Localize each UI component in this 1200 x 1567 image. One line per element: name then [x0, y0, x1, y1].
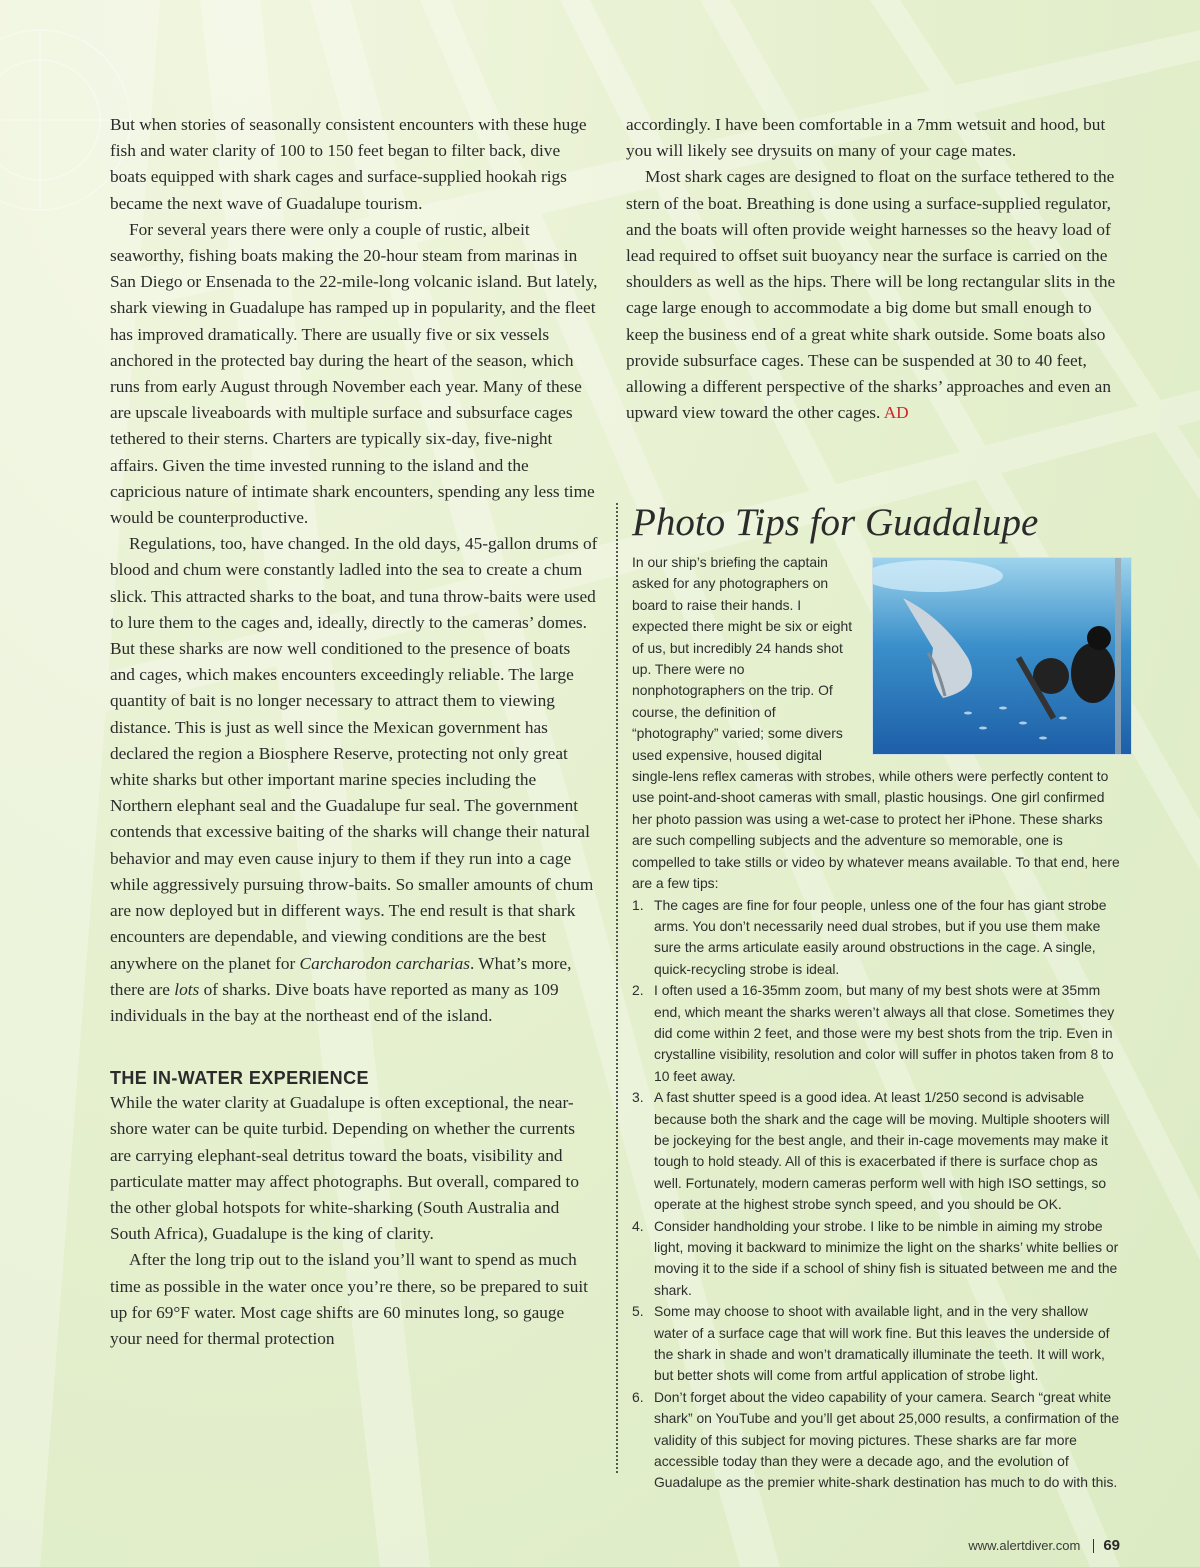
tip-item — [632, 1216, 1124, 1302]
tip-text: Consider handholding your strobe. I like to be nimble in aiming my strobe light, moving it backward to minimize the light on the sharks’ white bellies or moving it to the side if a school of shiny fish is situated between me and the shark. — [654, 1217, 1119, 1298]
sidebar-divider — [616, 503, 618, 1473]
tip-number: 5. — [632, 1303, 644, 1320]
body-paragraph: For several years there were only a couple of rustic, albeit seaworthy, fishing boats making the 20-hour steam from marinas in San Diego or Ensenada to the 22-mile-long volcanic island. But lately, shark viewing in Guadalupe has ramped up in popularity, and the fleet has improved dramatically. There are usually five or six vessels anchored in the protected bay during the heart of the season, which runs from early August through November each year. Many of these are upscale liveaboards with multiple surface and subsurface cages tethered to their sterns. Charters are typically six-day, five-night affairs. Given the time invested running to the island and the capricious nature of intimate shark encounters, spending any less time would be counterproductive. — [110, 219, 598, 528]
tip-number: 6. — [632, 1388, 644, 1405]
body-text: of sharks. Dive boats have reported as many as 109 individuals in the bay at the northeast end of the island. — [110, 979, 559, 1025]
tip-text: Don’t forget about the video capability of your camera. Search “great white shark” on YouTube and you’ll get about 25,000 results, a confirmation of the validity of this subject for moving pictures. These sharks are far more accessible today than they were a decade ago, and the evolution of Guadalupe as the premier white-shark destination has much to do with this. — [654, 1388, 1120, 1491]
body-paragraph: After the long trip out to the island you’ll want to spend as much time as possible in the water once you’re there, so be prepared to suit up for 69°F water. Most cage shifts are 60 minutes long, so gauge your need for thermal protection — [110, 1250, 588, 1348]
tip-text: A fast shutter speed is a good idea. At least 1/250 second is advisable because both the shark and the cage will be moving. Multiple shooters will be jockeying for the best angle, and their in-cage movements may make it tough to hold steady. All of this is exacerbated if there is surface chop as well. Fortunately, modern cameras perform well with high ISO settings, so operate at the highest strobe synch speed, and you should be OK. — [654, 1089, 1110, 1213]
body-paragraph: While the water clarity at Guadalupe is often exceptional, the near-shore water can be quite turbid. Depending on whether the currents are carrying elephant-seal detritus toward the boats, visibility and particulate matter may affect photographs. But overall, compared to the other global hotspots for white-sharking (South Australia and South Africa), Guadalupe is the king of clarity. — [110, 1093, 579, 1244]
tip-item — [632, 980, 1124, 1087]
species-name: Carcharodon carcharias — [299, 953, 470, 973]
tip-number: 4. — [632, 1217, 644, 1234]
sidebar-title: Photo Tips for Guadalupe — [632, 501, 1039, 544]
end-mark: AD — [883, 403, 909, 423]
body-text: Regulations, too, have changed. In the old days, 45-gallon drums of blood and chum were constantly ladled into the sea to create a chum slick. This attracted sharks to the boat, and tuna throw-baits were used to lure them to the cages and, ideally, directly to the cameras’ domes. But these sharks are now well conditioned to the presence of boats and cages, which makes encounters exceedingly reliable. The large quantity of bait is no longer necessary to attract them to viewing distance. This is just as well since the Mexican government has declared the region a Biosphere Reserve, protecting not only great white sharks but other important marine species including the Northern elephant seal and the Guadalupe fur seal. The government contends that excessive baiting of the sharks will change their natural behavior and may even cause injury to them if they run into a cage while aggressively pursuing throw-baits. So smaller amounts of chum are now deployed but in different ways. The end result is that shark encounters are dependable, and viewing conditions are the best anywhere on the planet for — [110, 534, 598, 973]
website-link[interactable]: www.alertdiver.com — [968, 1538, 1081, 1553]
body-paragraph: accordingly. I have been comfortable in a 7mm wetsuit and hood, but you will likely see drysuits on many of your cage mates. — [626, 115, 1106, 161]
tip-number: 2. — [632, 982, 644, 999]
tip-text: The cages are fine for four people, unless one of the four has giant strobe arms. You don’t necessarily need dual strobes, but if you use them make sure the arms articulate easily around obstructions in the cage. A single, quick-recycling strobe is ideal. — [654, 896, 1107, 977]
tip-item — [632, 895, 1124, 981]
body-text: . What’s more, there are — [110, 953, 572, 999]
shark-diver-photo — [872, 557, 1132, 755]
tip-number: 1. — [632, 896, 644, 913]
page-number: 69 — [1103, 1537, 1120, 1554]
footer-separator — [1093, 1539, 1094, 1553]
tip-number: 3. — [632, 1089, 644, 1106]
body-paragraph — [110, 531, 598, 1029]
body-text: Most shark cages are designed to float on the surface tethered to the stern of the boat. Breathing is done using a surface-supplied regulator, and the boats will often provide weight harnesses so the heavy load of lead required to offset suit buoyancy near the surface is carried on the shoulders as well as the hips. There will be long rectangular slits in the cage large enough to accommodate a big dome but small enough to keep the business end of a great white shark outside. Some boats also provide subsurface cages. These can be suspended at 30 to 40 feet, allowing a different perspective of the sharks’ approaches and even an upward view toward the other cages. — [626, 167, 1116, 423]
photo-tips-sidebar — [632, 500, 1124, 1494]
tips-list — [632, 895, 1124, 1494]
tip-item — [632, 1387, 1124, 1494]
emphasis: lots — [174, 979, 200, 999]
tip-item — [632, 1087, 1124, 1215]
page-footer — [968, 1537, 1120, 1554]
tip-text: I often used a 16-35mm zoom, but many of my best shots were at 35mm end, which meant the sharks weren’t always all that close. Sometimes they did come within 2 feet, and those were my best shots from the trip. Even in crystalline visibility, resolution and color will suffer in photos taken from 8 to 10 feet away. — [654, 982, 1115, 1084]
body-paragraph — [626, 164, 1116, 426]
section-subhead: THE IN-WATER EXPERIENCE — [110, 1068, 369, 1089]
tip-item — [632, 1301, 1124, 1387]
tip-text: Some may choose to shoot with available light, and in the very shallow water of a surface cage that will work fine. But this leaves the underside of the shark in shade and won’t dramatically illuminate the teeth. It will work, but better shots will come from artful application of strobe light. — [654, 1303, 1110, 1384]
left-column — [110, 112, 598, 1352]
body-paragraph: But when stories of seasonally consistent encounters with these huge fish and water clarity of 100 to 150 feet began to filter back, dive boats equipped with shark cages and surface-supplied hookah rigs became the next wave of Guadalupe tourism. — [110, 115, 587, 213]
right-column — [626, 112, 1116, 426]
sidebar-intro: In our ship’s briefing the captain asked for any photographers on board to raise their hands. I expected there might be six or eight of us, but incredibly 24 hands shot up. There were no nonphotographers on the trip. Of course, the definition of “photography” varied; some divers used expensive, housed digital single-lens reflex cameras with strobes, while others were perfectly content to use point-and-shoot cameras with small, plastic housings. One girl confirmed her photo passion was using a wet-case to protect her iPhone. These sharks are such compelling subjects and the adventure so memorable, one is compelled to take stills or video by whatever means available. To that end, here are a few tips: — [632, 554, 1120, 892]
